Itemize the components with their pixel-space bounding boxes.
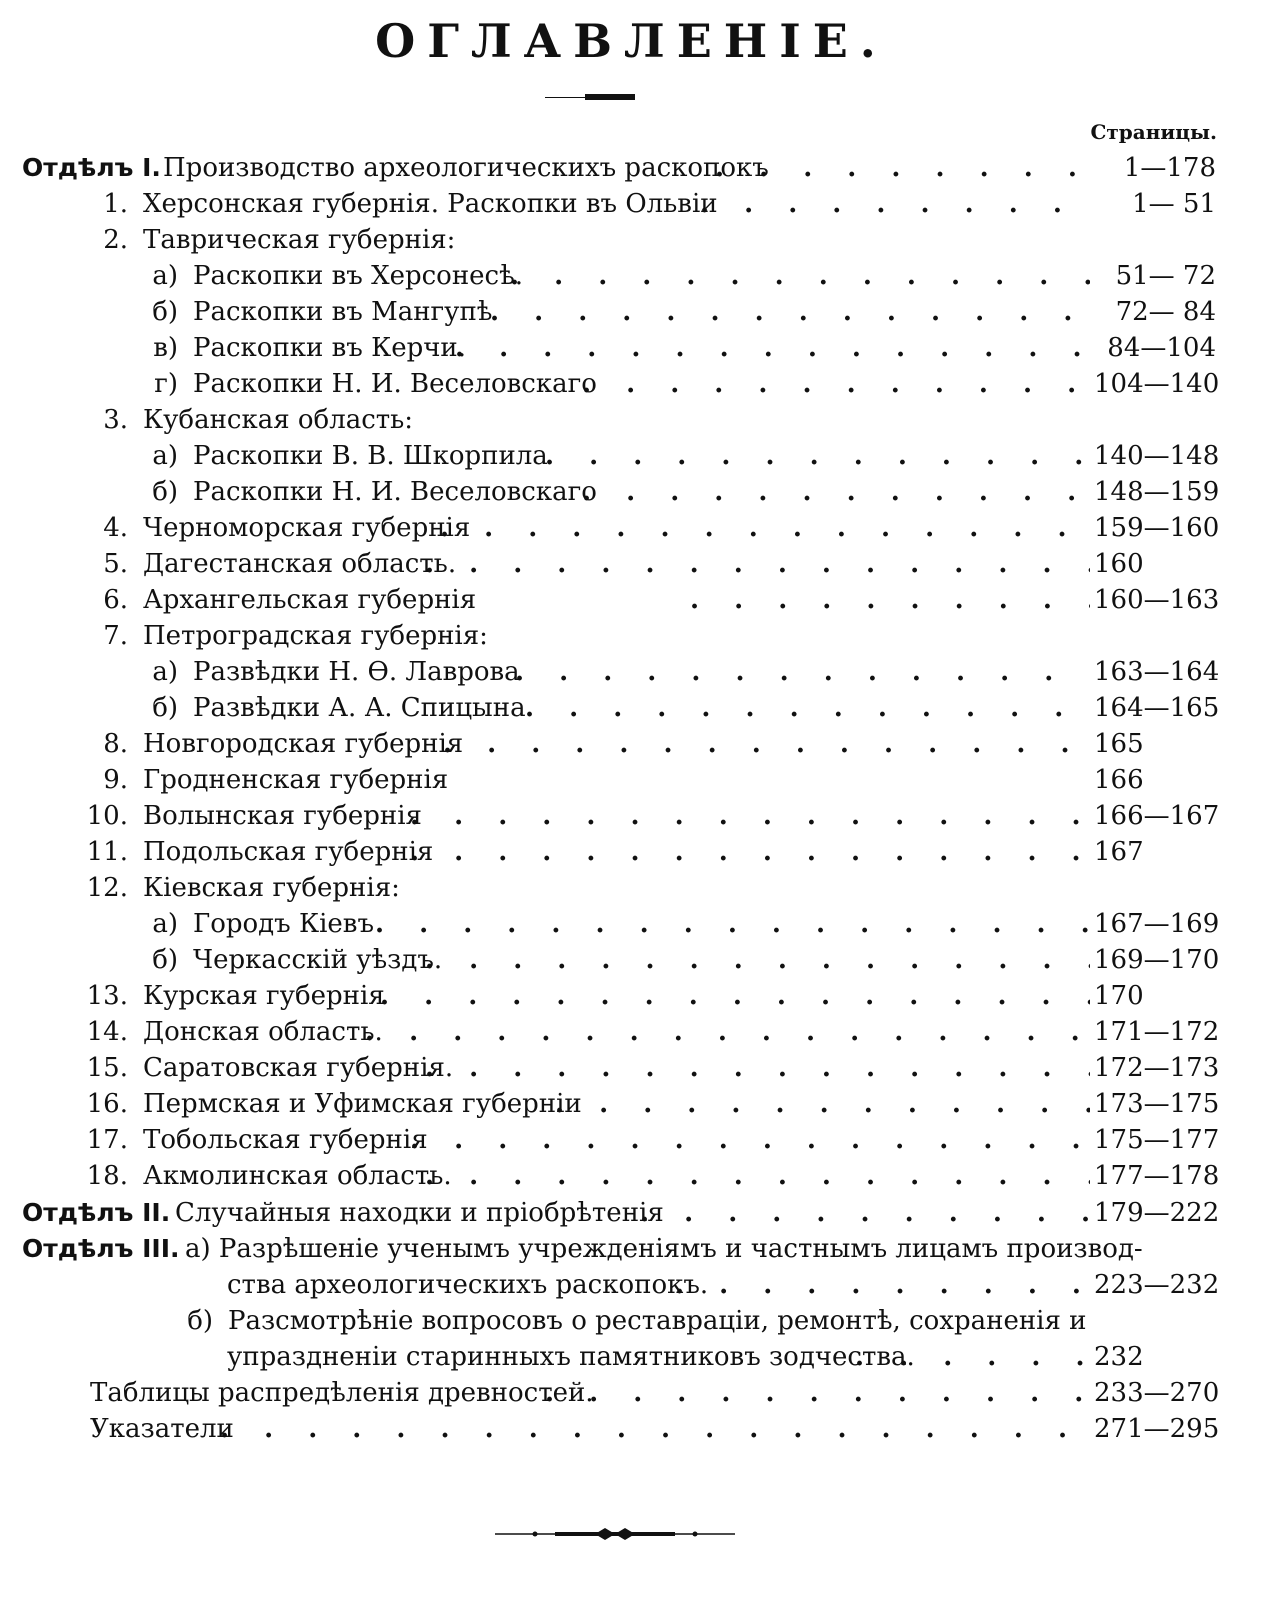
toc-entry <box>0 1195 1263 1231</box>
leader-dots <box>582 474 1090 510</box>
entry-title: Новгородская губернія <box>143 729 464 759</box>
toc-entry <box>0 258 1263 294</box>
leader-dots <box>380 978 1090 1014</box>
entry-pages: 173—175 <box>1094 1089 1220 1119</box>
leader-dots <box>582 366 1090 402</box>
entry-number: 10. <box>86 801 128 831</box>
entry-number: г) <box>154 369 178 399</box>
leader-dots <box>440 510 1090 546</box>
entry-number: б) <box>152 297 178 327</box>
toc-entry <box>0 402 1263 438</box>
toc-entry <box>0 1303 1263 1339</box>
entry-pages: 223—232 <box>1094 1270 1220 1300</box>
entry-title: Донская область. <box>143 1017 383 1047</box>
toc-entry <box>0 1267 1263 1303</box>
entry-pages: 175—177 <box>1094 1125 1220 1155</box>
leader-dots <box>455 330 1090 366</box>
entry-number: 5. <box>103 549 128 579</box>
entry-pages: 232 <box>1094 1342 1144 1372</box>
leader-dots <box>410 834 1090 870</box>
leader-dots <box>640 1195 1090 1231</box>
toc-entry <box>0 618 1263 654</box>
toc-entry <box>0 654 1263 690</box>
entry-number: а) <box>152 657 178 687</box>
entry-number: 3. <box>103 405 128 435</box>
entry-pages: 166 <box>1094 765 1144 795</box>
entry-title: Волынская губернія <box>143 801 422 831</box>
entry-title: Акмолинская область. <box>143 1161 452 1191</box>
entry-number: 8. <box>103 729 128 759</box>
entry-title: Раскопки Н. И. Веселовскаго <box>193 477 597 507</box>
entry-title: Случайныя находки и пріобрѣтенія <box>175 1198 664 1228</box>
leader-dots <box>675 1267 1090 1303</box>
leader-dots <box>490 294 1090 330</box>
leader-dots <box>410 798 1090 834</box>
entry-title: Херсонская губернія. Раскопки въ Ольвіи <box>143 189 718 219</box>
entry-pages: 1— 51 <box>1132 189 1216 219</box>
toc-entry <box>0 1050 1263 1086</box>
entry-number: 16. <box>86 1089 128 1119</box>
entry-title: Раскопки Н. И. Веселовскаго <box>193 369 597 399</box>
entry-title: Подольская губернія <box>143 837 434 867</box>
entry-title: Таврическая губернія: <box>143 225 456 255</box>
entry-title: Кубанская область: <box>143 405 414 435</box>
entry-title: Петроградская губернія: <box>143 621 488 651</box>
leader-dots <box>375 906 1090 942</box>
entry-title: Раскопки въ Мангупѣ <box>193 297 493 327</box>
section-label: Отдѣлъ III. <box>22 1234 180 1263</box>
ornament-divider <box>495 1526 735 1542</box>
toc-entry <box>0 510 1263 546</box>
toc-entry <box>0 330 1263 366</box>
entry-pages: 140—148 <box>1094 441 1220 471</box>
toc-entry <box>0 978 1263 1014</box>
entry-number: 1. <box>103 189 128 219</box>
leader-dots <box>855 1339 1090 1375</box>
entry-pages: 163—164 <box>1094 657 1220 687</box>
toc-entry <box>0 474 1263 510</box>
leader-dots <box>515 654 1090 690</box>
entry-title: Саратовская губернія. <box>143 1053 454 1083</box>
leader-dots <box>220 1411 1090 1447</box>
entry-title: Тобольская губернія <box>143 1125 428 1155</box>
entry-pages: 84—104 <box>1107 333 1216 363</box>
page-title: ОГЛАВЛЕНІЕ. <box>375 14 888 68</box>
entry-pages: 171—172 <box>1094 1017 1220 1047</box>
toc-entry <box>0 1411 1263 1447</box>
toc-entry <box>0 690 1263 726</box>
toc-entry <box>0 1122 1263 1158</box>
entry-pages: 72— 84 <box>1115 297 1216 327</box>
entry-title: Городъ Кіевъ <box>193 909 374 939</box>
leader-dots <box>545 1375 1090 1411</box>
leader-dots <box>700 186 1090 222</box>
entry-pages: 233—270 <box>1094 1378 1220 1408</box>
entry-pages: 167—169 <box>1094 909 1220 939</box>
entry-number: 12. <box>86 873 128 903</box>
leader-dots <box>525 690 1090 726</box>
entry-title: Производство археологическихъ раскопокъ <box>163 153 769 183</box>
entry-title: Кіевская губернія: <box>143 873 400 903</box>
entry-title: Разсмотрѣніе вопросовъ о реставраціи, ремонтѣ, сохраненія и <box>228 1306 1087 1336</box>
entry-number: а) <box>152 909 178 939</box>
entry-title: Дагестанская область. <box>143 549 457 579</box>
entry-number: 14. <box>86 1017 128 1047</box>
entry-pages: 164—165 <box>1094 693 1220 723</box>
entry-number: 17. <box>86 1125 128 1155</box>
leader-dots <box>425 546 1090 582</box>
leader-dots <box>425 942 1090 978</box>
toc-entry <box>0 1014 1263 1050</box>
entry-title: Раскопки въ Херсонесѣ. <box>193 261 524 291</box>
toc-entry <box>0 1375 1263 1411</box>
entry-pages: 179—222 <box>1094 1198 1220 1228</box>
toc-entry <box>0 186 1263 222</box>
entry-pages: 165 <box>1094 729 1144 759</box>
entry-number: в) <box>153 333 178 363</box>
toc-entry <box>0 438 1263 474</box>
entry-title: Раскопки В. В. Шкорпила <box>193 441 548 471</box>
entry-number: 9. <box>103 765 128 795</box>
entry-pages: 172—173 <box>1094 1053 1220 1083</box>
entry-pages: 104—140 <box>1094 369 1220 399</box>
entry-pages: 169—170 <box>1094 945 1220 975</box>
leader-dots <box>425 1050 1090 1086</box>
toc-entry <box>0 366 1263 402</box>
entry-title: а) Разрѣшеніе ученымъ учрежденіямъ и частнымъ лицамъ производ- <box>185 1234 1143 1264</box>
entry-title: Архангельская губернія <box>143 585 477 615</box>
entry-pages: 160—163 <box>1094 585 1220 615</box>
entry-pages: 148—159 <box>1094 477 1220 507</box>
entry-pages: 167 <box>1094 837 1144 867</box>
toc-entry <box>0 582 1263 618</box>
entry-pages: 51— 72 <box>1115 261 1216 291</box>
entry-number: 18. <box>86 1161 128 1191</box>
leader-dots <box>425 1158 1090 1194</box>
entry-number: а) <box>152 261 178 291</box>
section-label: Отдѣлъ II. <box>22 1198 171 1227</box>
entry-number: б) <box>187 1306 213 1336</box>
leader-dots <box>510 258 1090 294</box>
toc-entry <box>0 762 1263 798</box>
toc-entry <box>0 906 1263 942</box>
leader-dots <box>410 1122 1090 1158</box>
section-label: Отдѣлъ I. <box>22 153 161 182</box>
toc-entry <box>0 798 1263 834</box>
entry-pages: 166—167 <box>1094 801 1220 831</box>
toc-entry <box>0 546 1263 582</box>
leader-dots <box>690 582 1090 618</box>
entry-title: Черноморская губернія <box>143 513 471 543</box>
toc-entry <box>0 870 1263 906</box>
entry-number: а) <box>152 441 178 471</box>
entry-title: Развѣдки А. А. Спицына <box>193 693 526 723</box>
entry-title: Гродненская губернія <box>143 765 449 795</box>
toc-entry <box>0 1158 1263 1194</box>
entry-number: 2. <box>103 225 128 255</box>
entry-number: 7. <box>103 621 128 651</box>
entry-number: 13. <box>86 981 128 1011</box>
entry-title: ства археологическихъ раскопокъ. <box>227 1270 709 1300</box>
leader-dots <box>545 438 1090 474</box>
entry-number: 11. <box>86 837 128 867</box>
leader-dots <box>555 1086 1090 1122</box>
entry-number: 15. <box>86 1053 128 1083</box>
pages-column-header: Страницы. <box>1090 120 1217 144</box>
toc-entry <box>0 726 1263 762</box>
entry-pages: 170 <box>1094 981 1144 1011</box>
toc-entry <box>0 1231 1263 1267</box>
leader-dots <box>365 1014 1090 1050</box>
entry-pages: 177—178 <box>1094 1161 1220 1191</box>
entry-number: б) <box>152 693 178 723</box>
entry-title: Пермская и Уфимская губерніи <box>143 1089 582 1119</box>
leader-dots <box>715 150 1090 186</box>
entry-title: Таблицы распредѣленія древностей. <box>90 1378 594 1408</box>
entry-title: Развѣдки Н. Ѳ. Лаврова <box>193 657 520 687</box>
toc-entry <box>0 1086 1263 1122</box>
entry-title: Курская губернія <box>143 981 385 1011</box>
toc-entry <box>0 834 1263 870</box>
entry-title: Раскопки въ Керчи. <box>193 333 467 363</box>
entry-title: Черкасскій уѣздъ. <box>193 945 443 975</box>
title-rule <box>545 94 635 100</box>
entry-number: 6. <box>103 585 128 615</box>
toc-entry <box>0 294 1263 330</box>
entry-pages: 1—178 <box>1123 153 1216 183</box>
toc-entry <box>0 150 1263 186</box>
entry-number: б) <box>152 945 178 975</box>
toc-entry <box>0 222 1263 258</box>
entry-number: б) <box>152 477 178 507</box>
entry-title: Указатели <box>90 1414 234 1444</box>
toc-entry <box>0 1339 1263 1375</box>
toc-entry <box>0 942 1263 978</box>
entry-title: упраздненіи старинныхъ памятниковъ зодчества. <box>227 1342 915 1372</box>
entry-pages: 271—295 <box>1094 1414 1220 1444</box>
entry-pages: 159—160 <box>1094 513 1220 543</box>
entry-pages: 160 <box>1094 549 1144 579</box>
entry-number: 4. <box>103 513 128 543</box>
leader-dots <box>443 726 1090 762</box>
